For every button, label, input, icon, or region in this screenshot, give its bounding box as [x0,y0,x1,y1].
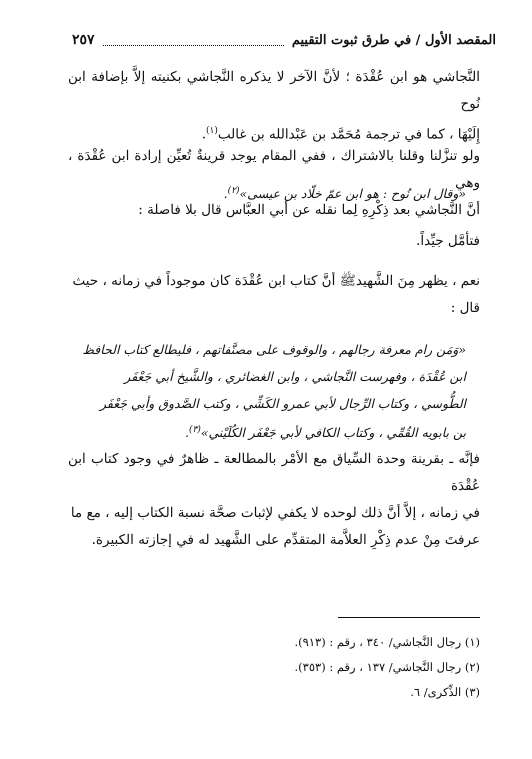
footnote-ref-1: (١) [205,126,218,136]
paragraph-1 [68,64,480,149]
footnote-separator [338,617,480,618]
paragraph-5-line-3: عرفتَ مِنْ عدم ذِكْرِ العلاَّمة المتقدِّم على الشَّهيد له في إجازته الكبيرة. [91,532,480,548]
paragraph-5-line-1: فإنَّه ـ بقرينة وحدة السِّياق مع الأمْر بالمطالعة ـ ظاهرٌ في وجود كتاب ابن عُقْدَة [68,451,480,494]
paragraph-3: فتأمَّل جيِّداً. [416,233,480,249]
page-number: ٢٥٧ [72,32,95,48]
paragraph-1-line-1: النَّجاشي هو ابن عُقْدَة ؛ لأنَّ الآخر لا يذكره النَّجاشي بكنيته إلاَّ بإضافة ابن نُوح [68,69,480,112]
paragraph-2-line-2: أنَّ النَّجاشي بعد ذِكْرِهِ لِما نقله عن أبي العبَّاس قال بلا فاصلة : [138,202,480,218]
paragraph-4-line-2: قال : [450,300,480,316]
paragraph-5-line-2: في زمانه ، إلاَّ أنَّ ذلك لوحده لا يكفي لإثبات صحَّة نسبة الكتاب إليه ، مع ما [70,505,480,521]
paragraph-1-line-2-text: إِلَيْهَا ، كما في ترجمة مُحَمَّد بن عَبْدالله بن غالب [217,126,480,143]
quotation-2-line-1: «وَمَن رام معرفة رجالهم ، والوقوف على مصنَّفاتهم ، فليطالع كتاب الحافظ [82,342,466,357]
footnote-ref-2: (٢) [227,186,240,196]
paragraph-1-line-2: إِلَيْهَا ، كما في ترجمة مُحَمَّد بن عَبْدالله بن غالب$^{(١)}$. [201,126,480,143]
paragraph-5 [68,446,480,554]
paragraph-4 [68,268,480,322]
footnote-3: (٣) الذِّكرى/ ٦. [410,685,480,699]
footnote-ref-3: (٣) [188,425,201,435]
header-dot-leader [103,35,284,46]
quotation-1: «وقال ابن نُوح : هو ابن عمّ خلّاد بن عيسى»$^{(٢)}$. [223,186,466,202]
quotation-1-text: «وقال ابن نُوح : هو ابن عمّ خلّاد بن عيسى» [239,186,466,202]
paragraph-4-line-1: نعم ، يظهر مِنَ الشَّهيد‏ﷺ أنَّ كتاب ابن عُقْدَة كان موجوداً في زمانه ، حيث [72,273,480,289]
header-title: المقصد الأول / في طرق ثبوت التقييم [291,32,496,48]
footnote-2: (٢) رجال النَّجاشي/ ١٣٧ ، رقم : (٣٥٣). [294,660,480,674]
footnotes [120,630,480,705]
quotation-2-line-2: ابن عُقْدَة ، وفهرست النَّجاشي ، وابن الغضائري ، والشَّيخ أبي جَعْفَر [124,369,466,384]
quotation-2-line-4-text: بن بابويه القُمِّي ، وكتاب الكافي لأبي جَعْفَر الكُلَيْني» [200,425,466,441]
quotation-2-line-4: بن بابويه القُمِّي ، وكتاب الكافي لأبي جَعْفَر الكُلَيْني»$^{(٣)}$. [185,425,466,441]
running-header [72,28,496,52]
quotation-2 [70,336,466,446]
footnote-1: (١) رجال النَّجاشي/ ٣٤٠ ، رقم : (٩١٣). [294,635,480,649]
paragraph-2-line-1: ولو تنزَّلنا وقلنا بالاشتراك ، ففي المقام يوجد قرينةٌ تُعيِّن إرادة ابن عُقْدَة ، وهي [68,148,480,191]
quotation-2-line-3: الطُّوسي ، وكتاب الرِّجال لأبي عمرو الكَشِّي ، وكتب الصَّدوق وأبي جَعْفَر [99,396,466,411]
